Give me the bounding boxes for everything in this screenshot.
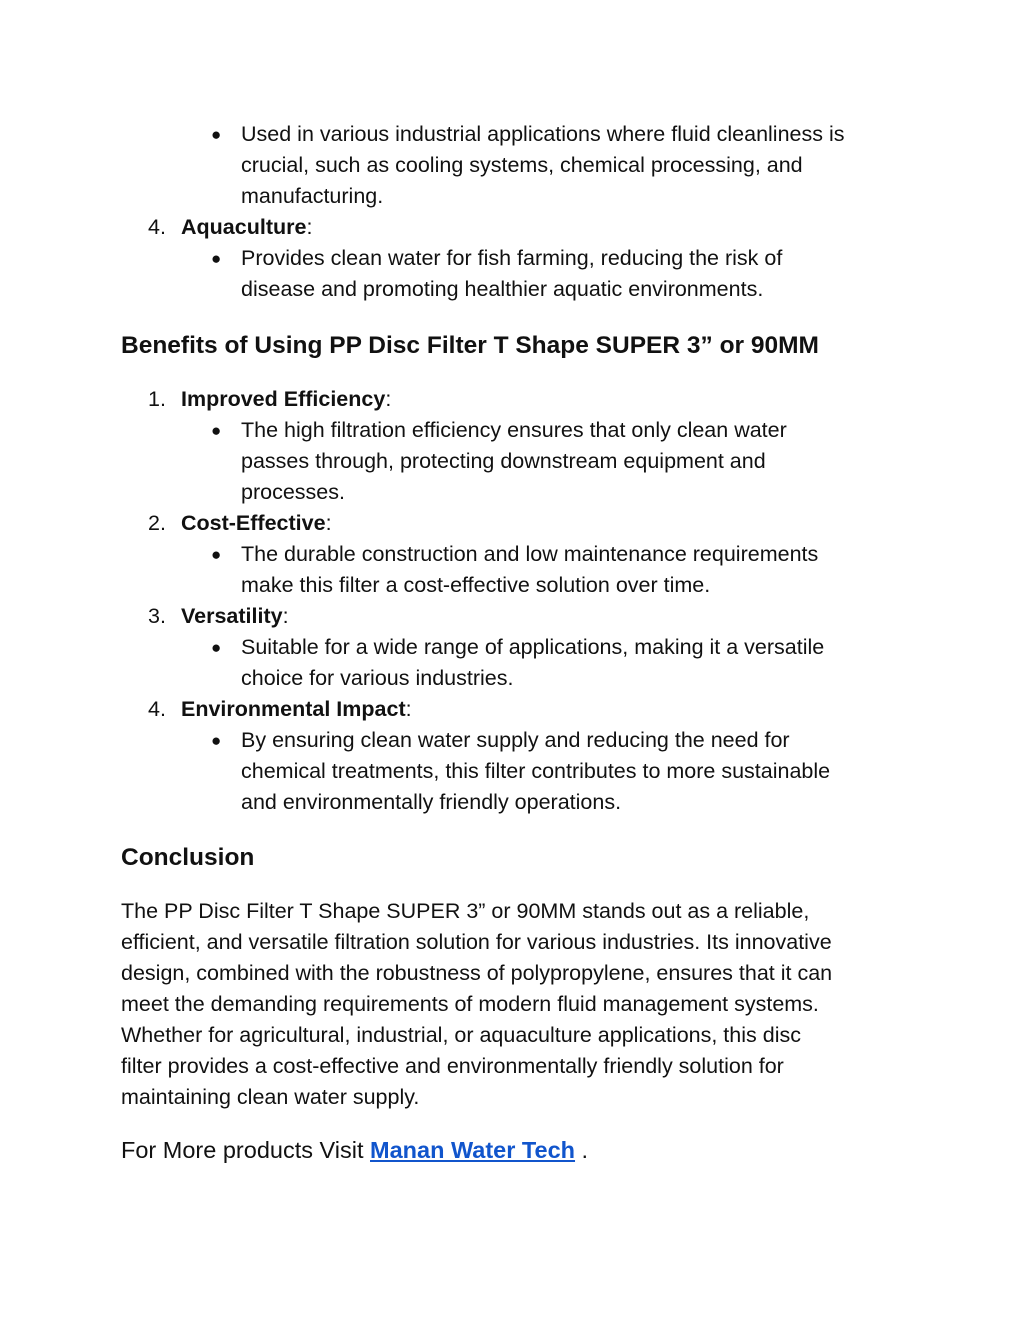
manan-water-tech-link[interactable]: Manan Water Tech — [370, 1137, 576, 1163]
list-item-label — [181, 384, 391, 415]
bullet-text-line: chemical treatments, this filter contributes to more sustainable — [241, 759, 831, 783]
footer-prefix: For More products Visit — [121, 1137, 371, 1163]
paragraph-line: filter provides a cost-effective and environmentally friendly solution for — [121, 1054, 784, 1078]
bullet-text-line: and environmentally friendly operations. — [241, 790, 622, 814]
bullet-text-line: disease and promoting healthier aquatic environments. — [241, 277, 764, 301]
bullet-text-line: Suitable for a wide range of applications, making it a versatile — [241, 635, 825, 659]
conclusion-heading: Conclusion — [121, 844, 255, 871]
list-number: 1. — [148, 387, 166, 411]
bullet-text-line: The high filtration efficiency ensures that only clean water — [241, 418, 787, 442]
bullet-text-line: Used in various industrial applications where fluid cleanliness is — [241, 122, 845, 146]
bullet-icon: ● — [211, 421, 222, 440]
list-item-title: Cost-Effective — [181, 511, 326, 535]
list-item-title: Versatility — [181, 604, 283, 628]
paragraph-line: The PP Disc Filter T Shape SUPER 3” or 90MM stands out as a reliable, — [121, 899, 810, 923]
colon: : — [282, 604, 289, 628]
list-item-title: Environmental Impact — [181, 697, 406, 721]
bullet-icon: ● — [211, 249, 222, 268]
footer-suffix: . — [575, 1137, 589, 1163]
list-number: 2. — [148, 511, 166, 535]
paragraph-line: efficient, and versatile filtration solution for various industries. Its innovative — [121, 930, 832, 954]
bullet-text-line: The durable construction and low maintenance requirements — [241, 542, 819, 566]
list-item-title: Improved Efficiency — [181, 387, 386, 411]
colon: : — [306, 215, 313, 239]
bullet-text-line: passes through, protecting downstream equipment and — [241, 449, 766, 473]
bullet-text-line: crucial, such as cooling systems, chemical processing, and — [241, 153, 803, 177]
bullet-text-line: processes. — [241, 480, 345, 504]
bullet-text-line: make this filter a cost-effective solution over time. — [241, 573, 711, 597]
footer-line — [121, 1134, 588, 1167]
colon: : — [385, 387, 392, 411]
bullet-icon: ● — [211, 731, 222, 750]
paragraph-line: meet the demanding requirements of modern fluid management systems. — [121, 992, 819, 1016]
list-item-label — [181, 212, 312, 243]
list-item-title: Aquaculture — [181, 215, 307, 239]
list-item-label — [181, 601, 289, 632]
list-number: 3. — [148, 604, 166, 628]
colon: : — [325, 511, 332, 535]
bullet-icon: ● — [211, 545, 222, 564]
bullet-text-line: choice for various industries. — [241, 666, 514, 690]
bullet-icon: ● — [211, 638, 222, 657]
list-item-label — [181, 694, 412, 725]
bullet-text-line: Provides clean water for fish farming, reducing the risk of — [241, 246, 783, 270]
benefits-heading: Benefits of Using PP Disc Filter T Shape SUPER 3” or 90MM — [121, 332, 819, 359]
list-number: 4. — [148, 697, 166, 721]
list-number: 4. — [148, 215, 166, 239]
bullet-text-line: manufacturing. — [241, 184, 384, 208]
bullet-text-line: By ensuring clean water supply and reducing the need for — [241, 728, 790, 752]
paragraph-line: design, combined with the robustness of polypropylene, ensures that it can — [121, 961, 833, 985]
bullet-icon: ● — [211, 125, 222, 144]
paragraph-line: Whether for agricultural, industrial, or aquaculture applications, this disc — [121, 1023, 801, 1047]
paragraph-line: maintaining clean water supply. — [121, 1085, 420, 1109]
list-item-label — [181, 508, 332, 539]
colon: : — [405, 697, 412, 721]
